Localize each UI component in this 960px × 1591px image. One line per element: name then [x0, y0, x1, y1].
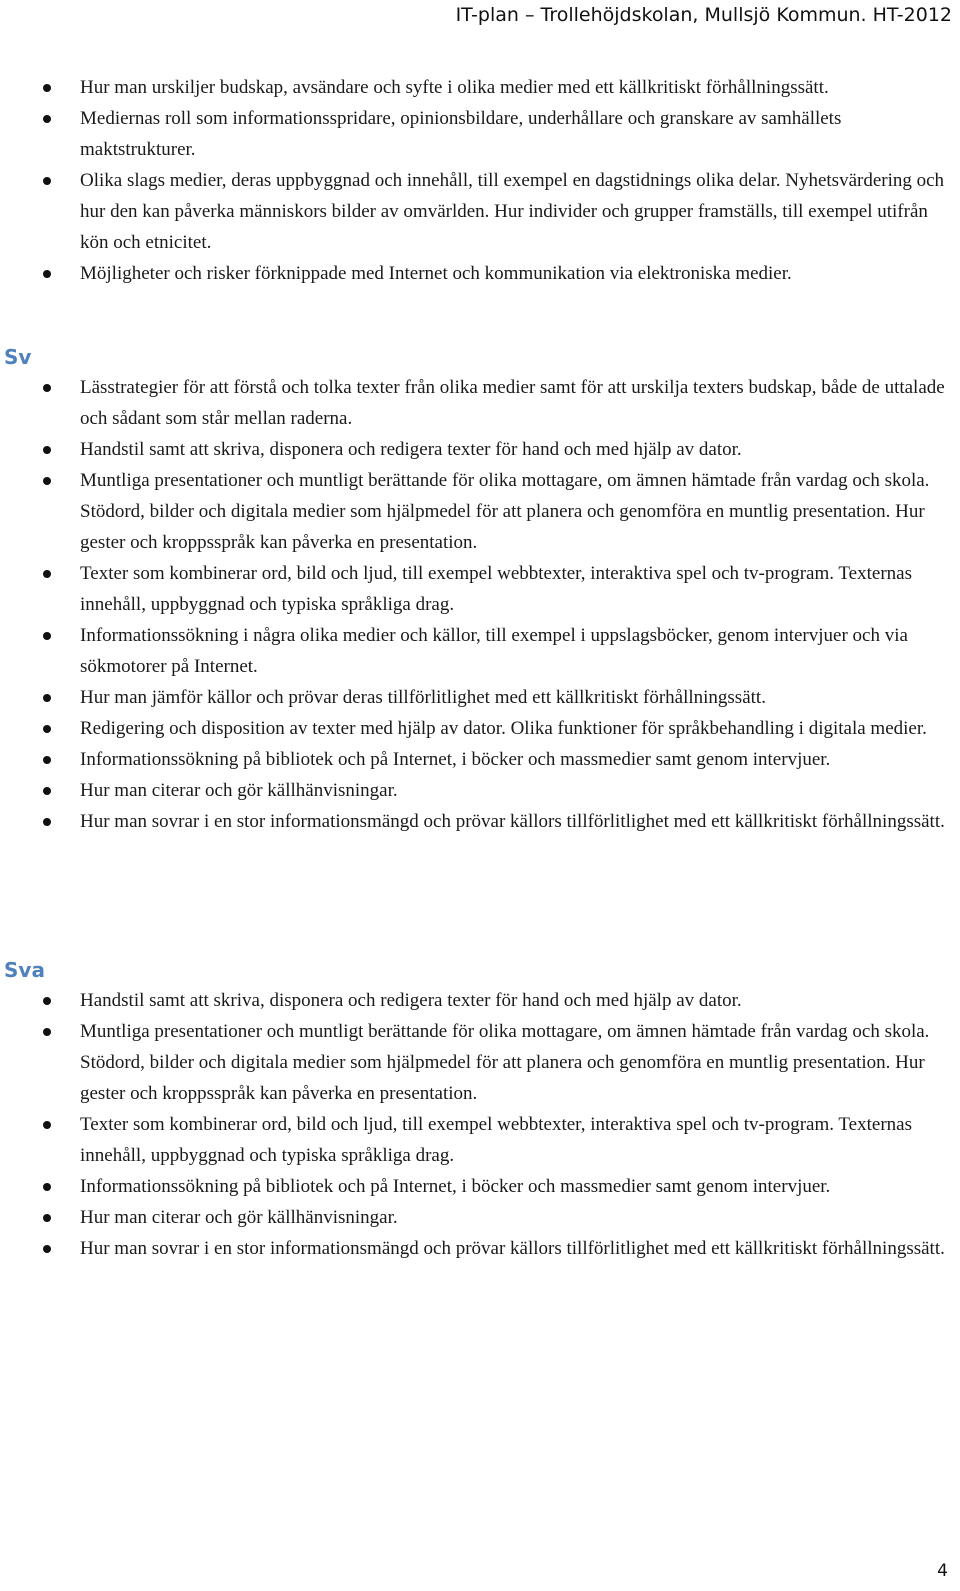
list-item: Hur man citerar och gör källhänvisningar. — [0, 1202, 945, 1233]
list-item: Hur man urskiljer budskap, avsändare och syfte i olika medier med ett källkritiskt förhållningssätt. — [0, 72, 945, 103]
section-heading-sva: Sva — [4, 958, 45, 982]
list-item: Informationssökning på bibliotek och på Internet, i böcker och massmedier samt genom intervjuer. — [0, 744, 945, 775]
list-item: Handstil samt att skriva, disponera och redigera texter för hand och med hjälp av dator. — [0, 434, 945, 465]
list-item: Mediernas roll som informationsspridare, opinionsbildare, underhållare och granskare av samhällets maktstrukturer. — [0, 103, 945, 165]
list-item: Informationssökning på bibliotek och på Internet, i böcker och massmedier samt genom intervjuer. — [0, 1171, 945, 1202]
list-item: Hur man sovrar i en stor informationsmängd och prövar källors tillförlitlighet med ett källkritiskt förhållningssätt. — [0, 806, 945, 837]
list-item: Möjligheter och risker förknippade med Internet och kommunikation via elektroniska medier. — [0, 258, 945, 289]
top-bullet-list — [0, 72, 945, 289]
list-item: Lässtrategier för att förstå och tolka texter från olika medier samt för att urskilja texters budskap, både de uttalade och sådant som står mellan raderna. — [0, 372, 945, 434]
list-item: Texter som kombinerar ord, bild och ljud, till exempel webbtexter, interaktiva spel och tv-program. Texternas innehåll, uppbyggnad och typiska språkliga drag. — [0, 1109, 945, 1171]
list-item: Muntliga presentationer och muntligt berättande för olika mottagare, om ämnen hämtade från vardag och skola. Stödord, bilder och digitala medier som hjälpmedel för att planera och genomföra en muntlig presentation. Hur gester och kroppsspråk kan påverka en presentation. — [0, 1016, 945, 1109]
list-item: Redigering och disposition av texter med hjälp av dator. Olika funktioner för språkbehandling i digitala medier. — [0, 713, 945, 744]
section-heading-sv: Sv — [4, 345, 32, 369]
list-item: Hur man sovrar i en stor informationsmängd och prövar källors tillförlitlighet med ett källkritiskt förhållningssätt. — [0, 1233, 945, 1264]
list-item: Muntliga presentationer och muntligt berättande för olika mottagare, om ämnen hämtade från vardag och skola. Stödord, bilder och digitala medier som hjälpmedel för att planera och genomföra en muntlig presentation. Hur gester och kroppsspråk kan påverka en presentation. — [0, 465, 945, 558]
sva-bullet-list — [0, 985, 945, 1264]
page-header: IT-plan – Trollehöjdskolan, Mullsjö Kommun. HT-2012 — [455, 4, 952, 26]
list-item: Olika slags medier, deras uppbyggnad och innehåll, till exempel en dagstidnings olika delar. Nyhetsvärdering och hur den kan påverka människors bilder av omvärlden. Hur individer och grupper framställs, till exempel utifrån kön och etnicitet. — [0, 165, 945, 258]
sv-bullet-list — [0, 372, 945, 837]
list-item: Texter som kombinerar ord, bild och ljud, till exempel webbtexter, interaktiva spel och tv-program. Texternas innehåll, uppbyggnad och typiska språkliga drag. — [0, 558, 945, 620]
list-item: Handstil samt att skriva, disponera och redigera texter för hand och med hjälp av dator. — [0, 985, 945, 1016]
page-number: 4 — [937, 1561, 948, 1581]
list-item: Hur man citerar och gör källhänvisningar. — [0, 775, 945, 806]
list-item: Hur man jämför källor och prövar deras tillförlitlighet med ett källkritiskt förhållningssätt. — [0, 682, 945, 713]
list-item: Informationssökning i några olika medier och källor, till exempel i uppslagsböcker, genom intervjuer och via sökmotorer på Internet. — [0, 620, 945, 682]
